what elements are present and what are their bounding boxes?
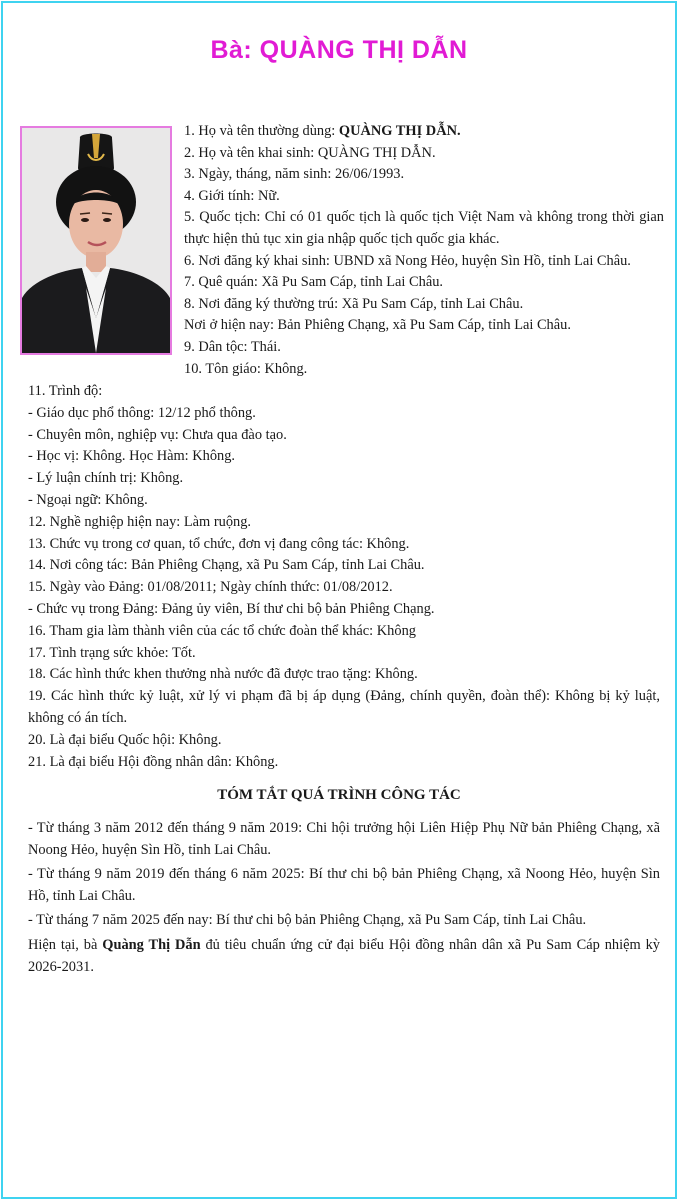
info-ethnicity: 9. Dân tộc: Thái. — [184, 338, 281, 355]
qualification-list — [28, 381, 660, 773]
info-hometown: 7. Quê quán: Xã Pu Sam Cáp, tỉnh Lai Châu. — [184, 274, 443, 291]
work-history-item: - Từ tháng 7 năm 2025 đến nay: Bí thư chi bộ bản Phiêng Chạng, xã Pu Sam Cáp, tỉnh Lai Châu. — [28, 912, 587, 929]
info-education-heading: 11. Trình độ: — [28, 383, 103, 399]
info-permanent-residence: 8. Nơi đăng ký thường trú: Xã Pu Sam Cáp, tỉnh Lai Châu. — [184, 295, 524, 312]
info-political-theory: - Lý luận chính trị: Không. — [28, 470, 184, 487]
info-workplace: 14. Nơi công tác: Bản Phiêng Chạng, xã Pu Sam Cáp, tỉnh Lai Châu. — [28, 557, 425, 574]
info-discipline: 19. Các hình thức kỷ luật, xử lý vi phạm đã bị áp dụng (Đảng, chính quyền, đoàn thể): Không bị kỷ luật, không có án tích. — [28, 688, 660, 726]
work-history-item: - Từ tháng 3 năm 2012 đến tháng 9 năm 2019: Chi hội trưởng hội Liên Hiệp Phụ Nữ bản Phiêng Chạng, xã Noong Hẻo, huyện Sìn Hồ, tỉnh Lai Châu. — [28, 820, 660, 858]
info-birth-name: 2. Họ và tên khai sinh: QUÀNG THỊ DẪN. — [184, 144, 436, 161]
info-foreign-language: - Ngoại ngữ: Không. — [28, 491, 148, 508]
work-history-heading: TÓM TẮT QUÁ TRÌNH CÔNG TÁC — [217, 787, 461, 803]
info-birth-registration: 6. Nơi đăng ký khai sinh: UBND xã Nong Hẻo, huyện Sìn Hồ, tỉnh Lai Châu. — [184, 252, 631, 269]
info-full-name: 1. Họ và tên thường dùng: QUÀNG THỊ DẪN. — [184, 123, 461, 139]
info-national-assembly: 20. Là đại biểu Quốc hội: Không. — [28, 731, 222, 748]
work-history — [28, 818, 660, 981]
portrait-image — [22, 128, 170, 353]
eligibility-statement: Hiện tại, bà Quàng Thị Dẫn đủ tiêu chuẩn ứng cử đại biểu Hội đồng nhân dân xã Pu Sam Cáp nhiệm kỳ 2026-2031. — [28, 936, 660, 975]
info-current-residence: Nơi ở hiện nay: Bản Phiêng Chạng, xã Pu Sam Cáp, tỉnh Lai Châu. — [184, 317, 571, 334]
full-name-value: QUÀNG THỊ DẪN. — [338, 123, 461, 139]
info-party-position: - Chức vụ trong Đảng: Đảng ủy viên, Bí thư chi bộ bản Phiêng Chạng. — [28, 600, 435, 617]
work-history-item: - Từ tháng 9 năm 2019 đến tháng 6 năm 2025: Bí thư chi bộ bản Phiêng Chạng, xã Noong Hẻo, huyện Sìn Hồ, tỉnh Lai Châu. — [28, 866, 660, 904]
info-degree: - Học vị: Không. Học Hàm: Không. — [28, 448, 236, 465]
info-occupation: 12. Nghề nghiệp hiện nay: Làm ruộng. — [28, 513, 252, 530]
info-nationality: 5. Quốc tịch: Chỉ có 01 quốc tịch là quốc tịch Việt Nam và không trong thời gian thực hiện thủ tục xin gia nhập quốc tịch quốc gia khác. — [184, 209, 664, 247]
info-general-education: - Giáo dục phổ thông: 12/12 phổ thông. — [28, 404, 256, 421]
info-health: 17. Tình trạng sức khỏe: Tốt. — [28, 644, 196, 661]
info-professional: - Chuyên môn, nghiệp vụ: Chưa qua đào tạo. — [28, 426, 287, 443]
info-gender: 4. Giới tính: Nữ. — [184, 187, 280, 204]
info-organizations: 16. Tham gia làm thành viên của các tổ chức đoàn thể khác: Không — [28, 622, 416, 639]
info-peoples-council: 21. Là đại biểu Hội đồng nhân dân: Không. — [28, 753, 279, 770]
personal-info-list — [184, 121, 664, 380]
info-birth-date: 3. Ngày, tháng, năm sinh: 26/06/1993. — [184, 166, 405, 183]
info-awards: 18. Các hình thức khen thưởng nhà nước đã được trao tặng: Không. — [28, 666, 418, 683]
info-position: 13. Chức vụ trong cơ quan, tổ chức, đơn vị đang công tác: Không. — [28, 535, 410, 552]
info-religion: 10. Tôn giáo: Không. — [184, 360, 308, 377]
page-title: Bà: QUÀNG THỊ DẪN — [210, 36, 468, 64]
candidate-name: Quàng Thị Dẫn — [102, 936, 201, 953]
portrait-photo — [20, 126, 172, 355]
info-party-dates: 15. Ngày vào Đảng: 01/08/2011; Ngày chính thức: 01/08/2012. — [28, 579, 393, 596]
